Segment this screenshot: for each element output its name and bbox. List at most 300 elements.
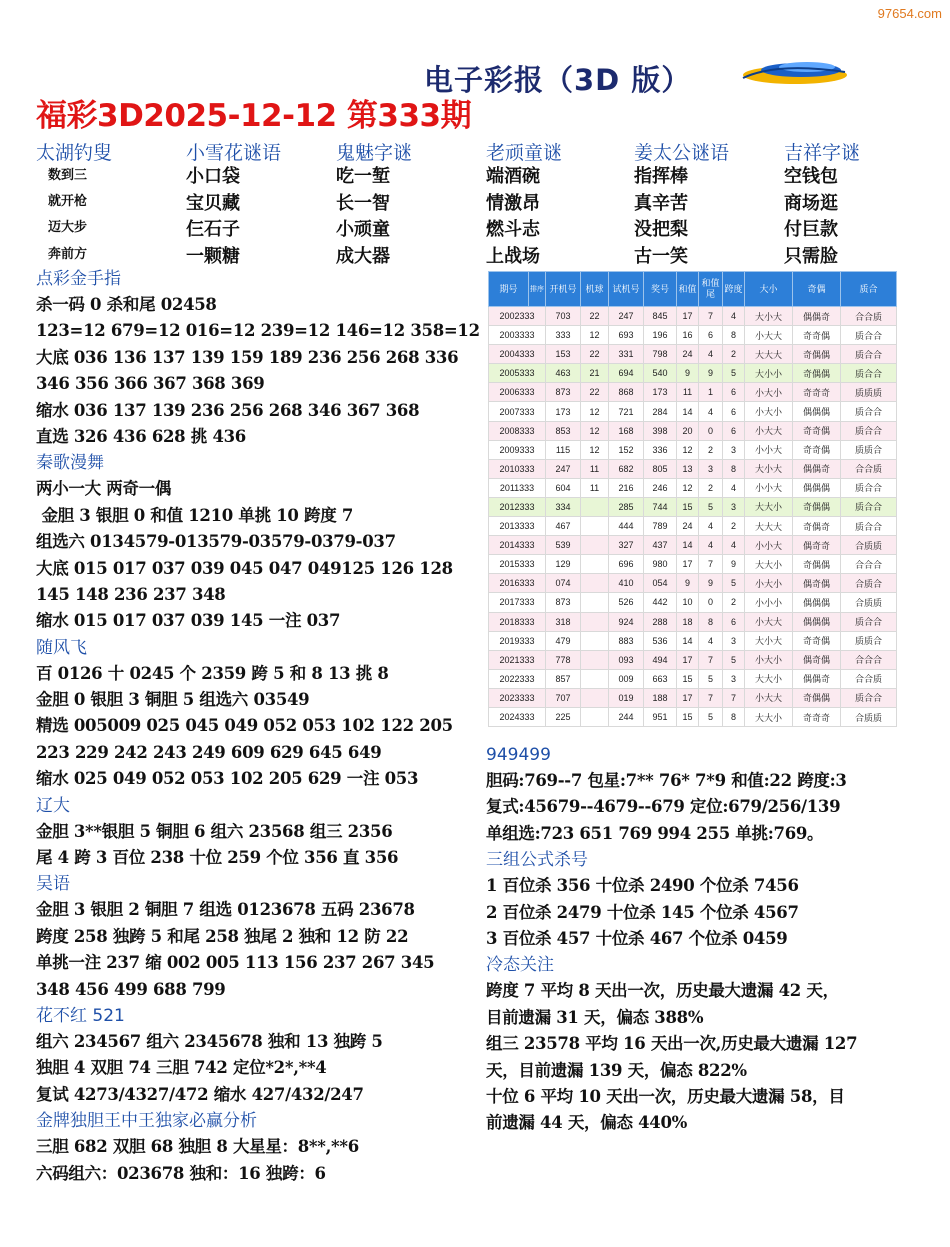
table-cell: 2015333 xyxy=(489,555,546,574)
riddle-item: 成大器 xyxy=(336,246,390,267)
table-cell: 奇偶偶 xyxy=(793,555,841,574)
table-cell: 7 xyxy=(699,688,723,707)
table-cell xyxy=(581,497,609,516)
table-cell: 17 xyxy=(677,555,699,574)
text-line: 跨度 7 平均 8 天出一次，历史最大遗漏 42 天， xyxy=(486,981,839,1001)
table-cell: 924 xyxy=(609,612,644,631)
table-cell: 2022333 xyxy=(489,669,546,688)
right-column xyxy=(486,742,926,1137)
section-heading: 三组公式杀号 xyxy=(486,850,588,871)
table-cell: 5 xyxy=(699,707,723,726)
table-cell: 3 xyxy=(699,459,723,478)
table-cell: 682 xyxy=(609,459,644,478)
table-cell: 小大大 xyxy=(745,421,793,440)
table-cell: 4 xyxy=(699,345,723,364)
table-cell: 2003333 xyxy=(489,326,546,345)
table-cell: 2016333 xyxy=(489,574,546,593)
column-header: 大小 xyxy=(745,272,793,307)
riddle-heading-4: 老顽童谜 xyxy=(486,142,563,164)
table-cell: 12 xyxy=(581,326,609,345)
table-cell: 2007333 xyxy=(489,402,546,421)
table-cell: 798 xyxy=(644,345,677,364)
table-cell: 奇偶偶 xyxy=(793,497,841,516)
column-header: 质合 xyxy=(841,272,897,307)
table-cell: 216 xyxy=(609,478,644,497)
table-cell: 663 xyxy=(644,669,677,688)
table-cell: 24 xyxy=(677,345,699,364)
table-cell: 285 xyxy=(609,497,644,516)
table-cell: 744 xyxy=(644,497,677,516)
column-header: 和值 xyxy=(677,272,699,307)
table-cell xyxy=(581,688,609,707)
table-row xyxy=(489,383,897,402)
table-cell: 质合合 xyxy=(841,497,897,516)
riddle-heading-3: 鬼魅字谜 xyxy=(336,142,413,164)
text-line: 三胆 682 双胆 68 独胆 8 大星星：8**,**6 xyxy=(36,1137,359,1157)
table-cell: 336 xyxy=(644,440,677,459)
table-cell: 115 xyxy=(546,440,581,459)
table-cell: 22 xyxy=(581,383,609,402)
table-cell: 24 xyxy=(677,517,699,536)
table-cell: 奇奇偶 xyxy=(793,631,841,650)
table-cell: 2013333 xyxy=(489,517,546,536)
riddle-item: 真辛苦 xyxy=(634,193,688,214)
table-cell: 质质合 xyxy=(841,440,897,459)
table-cell: 偶偶奇 xyxy=(793,307,841,326)
table-cell: 合质质 xyxy=(841,593,897,612)
table-cell: 大小大 xyxy=(745,307,793,326)
table-cell: 合合合 xyxy=(841,555,897,574)
table-cell: 7 xyxy=(699,555,723,574)
table-cell: 8 xyxy=(723,326,745,345)
table-cell: 偶奇偶 xyxy=(793,650,841,669)
table-cell: 6 xyxy=(723,383,745,402)
table-cell: 8 xyxy=(723,459,745,478)
riddle-item: 上战场 xyxy=(486,246,540,267)
riddle-heading-2: 小雪花谜语 xyxy=(186,142,282,164)
table-cell: 12 xyxy=(677,440,699,459)
table-cell: 小小小 xyxy=(745,593,793,612)
table-cell: 0 xyxy=(699,593,723,612)
table-cell: 980 xyxy=(644,555,677,574)
table-cell: 11 xyxy=(581,459,609,478)
column-header: 排序 xyxy=(529,272,546,307)
text-line: 复试 4273/4327/472 缩水 427/432/247 xyxy=(36,1084,364,1104)
table-row xyxy=(489,478,897,497)
header-title: 电子彩报（3D 版） xyxy=(424,63,692,97)
riddle-item: 奔前方 xyxy=(48,247,88,262)
table-cell: 153 xyxy=(546,345,581,364)
table-cell: 3 xyxy=(723,440,745,459)
table-cell: 大大小 xyxy=(745,707,793,726)
section-heading: 秦歌漫舞 xyxy=(36,453,104,474)
table-cell: 2021333 xyxy=(489,650,546,669)
table-cell: 偶偶偶 xyxy=(793,593,841,612)
riddle-item: 小口袋 xyxy=(186,166,240,187)
table-cell: 7 xyxy=(699,650,723,669)
text-line: 123=12 679=12 016=12 239=12 146=12 358=12 xyxy=(36,321,480,341)
table-cell: 398 xyxy=(644,421,677,440)
text-line: 346 356 366 367 368 369 xyxy=(36,374,265,394)
table-cell: 偶偶奇 xyxy=(793,459,841,478)
left-column xyxy=(36,266,480,1187)
table-row xyxy=(489,459,897,478)
table-cell: 5 xyxy=(723,574,745,593)
table-cell: 2002333 xyxy=(489,307,546,326)
logo-icon xyxy=(737,56,849,86)
table-cell: 5 xyxy=(699,669,723,688)
table-cell: 873 xyxy=(546,383,581,402)
riddle-item: 宝贝藏 xyxy=(186,193,240,214)
table-row xyxy=(489,440,897,459)
text-line: 单挑一注 237 缩 002 005 113 156 237 267 345 xyxy=(36,953,435,973)
table-cell: 9 xyxy=(699,364,723,383)
table-cell: 合合质 xyxy=(841,459,897,478)
table-cell: 693 xyxy=(609,326,644,345)
table-cell: 703 xyxy=(546,307,581,326)
riddle-heading-1: 太湖钓叟 xyxy=(36,142,113,164)
table-cell: 2 xyxy=(723,345,745,364)
riddle-item: 端酒碗 xyxy=(486,166,540,187)
table-cell: 偶偶偶 xyxy=(793,612,841,631)
table-cell: 4 xyxy=(723,478,745,497)
table-cell: 大小大 xyxy=(745,459,793,478)
table-cell: 857 xyxy=(546,669,581,688)
table-cell: 13 xyxy=(677,459,699,478)
table-cell: 偶偶偶 xyxy=(793,478,841,497)
table-cell xyxy=(581,536,609,555)
table-cell xyxy=(581,631,609,650)
table-cell: 019 xyxy=(609,688,644,707)
text-line: 跨度 258 独跨 5 和尾 258 独尾 2 独和 12 防 22 xyxy=(36,926,409,946)
table-cell: 479 xyxy=(546,631,581,650)
text-line: 金胆 3 银胆 0 和值 1210 单挑 10 跨度 7 xyxy=(36,505,354,525)
table-cell: 2017333 xyxy=(489,593,546,612)
table-cell xyxy=(581,707,609,726)
text-line: 组三 23578 平均 16 天出一次,历史最大遗漏 127 xyxy=(486,1034,858,1054)
table-cell: 247 xyxy=(546,459,581,478)
table-cell: 14 xyxy=(677,631,699,650)
table-cell: 2009333 xyxy=(489,440,546,459)
table-cell: 14 xyxy=(677,536,699,555)
text-line: 尾 4 跨 3 百位 238 十位 259 个位 356 直 356 xyxy=(36,848,399,868)
riddle-item: 情激昂 xyxy=(486,193,540,214)
table-cell: 873 xyxy=(546,593,581,612)
section-heading: 点彩金手指 xyxy=(36,269,121,289)
table-cell: 8 xyxy=(723,707,745,726)
table-row xyxy=(489,307,897,326)
text-line: 3 百位杀 457 十位杀 467 个位杀 0459 xyxy=(486,928,788,948)
table-cell: 12 xyxy=(581,421,609,440)
table-row xyxy=(489,650,897,669)
table-cell: 质合合 xyxy=(841,612,897,631)
table-cell: 6 xyxy=(699,326,723,345)
table-cell: 奇奇偶 xyxy=(793,440,841,459)
table-cell: 偶奇偶 xyxy=(793,574,841,593)
table-cell: 奇奇奇 xyxy=(793,383,841,402)
column-header: 期号 xyxy=(489,272,529,307)
table-cell: 小大小 xyxy=(745,574,793,593)
table-cell: 15 xyxy=(677,497,699,516)
table-row xyxy=(489,326,897,345)
table-cell: 奇偶奇 xyxy=(793,517,841,536)
section-heading: 冷态关注 xyxy=(486,955,554,976)
table-cell: 2023333 xyxy=(489,688,546,707)
table-cell: 质合合 xyxy=(841,402,897,421)
table-row xyxy=(489,669,897,688)
table-cell: 853 xyxy=(546,421,581,440)
table-cell: 246 xyxy=(644,478,677,497)
text-line: 大底 015 017 037 039 045 047 049125 126 128 xyxy=(36,558,453,578)
text-line: 单组选:723 651 769 994 255 单挑:769。 xyxy=(486,823,824,843)
table-cell: 合质合 xyxy=(841,574,897,593)
table-cell: 7 xyxy=(723,688,745,707)
table-cell: 247 xyxy=(609,307,644,326)
table-cell: 437 xyxy=(644,536,677,555)
table-cell: 质合合 xyxy=(841,421,897,440)
table-row xyxy=(489,402,897,421)
table-cell: 3 xyxy=(723,669,745,688)
page-title: 福彩3D2025-12-12 第333期 xyxy=(36,98,472,134)
table-cell: 质质合 xyxy=(841,631,897,650)
table-cell: 789 xyxy=(644,517,677,536)
table-cell xyxy=(581,612,609,631)
table-cell: 14 xyxy=(677,402,699,421)
riddle-item: 空钱包 xyxy=(784,166,838,187)
column-header: 和值尾 xyxy=(699,272,723,307)
table-cell: 合合质 xyxy=(841,669,897,688)
table-cell: 质合合 xyxy=(841,688,897,707)
text-line: 1 百位杀 356 十位杀 2490 个位杀 7456 xyxy=(486,876,799,896)
text-line: 组选六 0134579-013579-03579-0379-037 xyxy=(36,532,396,552)
table-cell: 1 xyxy=(699,383,723,402)
table-cell: 2012333 xyxy=(489,497,546,516)
table-cell: 6 xyxy=(723,612,745,631)
text-line: 前遗漏 44 天，偏态 440% xyxy=(486,1113,688,1133)
table-cell: 合质质 xyxy=(841,536,897,555)
text-line: 348 456 499 688 799 xyxy=(36,979,226,999)
table-cell: 15 xyxy=(677,669,699,688)
table-cell: 604 xyxy=(546,478,581,497)
table-cell: 2010333 xyxy=(489,459,546,478)
text-line: 六码组六：023678 独和：16 独跨：6 xyxy=(36,1163,326,1183)
table-cell: 536 xyxy=(644,631,677,650)
text-line: 独胆 4 双胆 74 三胆 742 定位*2*,**4 xyxy=(36,1058,327,1078)
table-cell xyxy=(581,517,609,536)
table-cell xyxy=(581,593,609,612)
table-row xyxy=(489,517,897,536)
table-cell: 大大小 xyxy=(745,497,793,516)
table-cell: 9 xyxy=(677,574,699,593)
column-header: 奖号 xyxy=(644,272,677,307)
riddle-item: 古一笑 xyxy=(634,246,688,267)
table-cell: 18 xyxy=(677,612,699,631)
section-heading: 辽大 xyxy=(36,795,70,816)
table-cell: 小大大 xyxy=(745,326,793,345)
table-cell: 4 xyxy=(723,536,745,555)
table-cell: 225 xyxy=(546,707,581,726)
table-cell: 318 xyxy=(546,612,581,631)
section-heading: 吴语 xyxy=(36,874,70,895)
table-cell: 奇偶偶 xyxy=(793,364,841,383)
table-cell: 质质质 xyxy=(841,383,897,402)
table-cell: 合合合 xyxy=(841,650,897,669)
table-cell: 小大小 xyxy=(745,383,793,402)
text-line: 2 百位杀 2479 十位杀 145 个位杀 4567 xyxy=(486,902,799,922)
table-cell: 合合质 xyxy=(841,307,897,326)
table-cell: 22 xyxy=(581,307,609,326)
table-cell: 2 xyxy=(723,517,745,536)
text-line: 金胆 0 银胆 3 铜胆 5 组选六 03549 xyxy=(36,690,310,710)
section-heading: 随风飞 xyxy=(36,637,87,658)
section-heading: 花不红 521 xyxy=(36,1005,125,1026)
table-cell: 大大大 xyxy=(745,517,793,536)
table-cell: 331 xyxy=(609,345,644,364)
table-row xyxy=(489,574,897,593)
table-cell: 小小大 xyxy=(745,478,793,497)
riddle-item: 付巨款 xyxy=(784,219,838,240)
riddle-heading-6: 吉祥字谜 xyxy=(784,142,861,164)
text-line: 杀一码 0 杀和尾 02458 xyxy=(36,295,217,314)
table-cell: 奇奇偶 xyxy=(793,421,841,440)
table-cell: 2014333 xyxy=(489,536,546,555)
text-line: 十位 6 平均 10 天出一次，历史最大遗漏 58，目 xyxy=(486,1086,845,1106)
table-cell: 大大小 xyxy=(745,555,793,574)
table-cell: 奇奇偶 xyxy=(793,326,841,345)
table-cell: 196 xyxy=(644,326,677,345)
table-cell: 5 xyxy=(699,497,723,516)
riddle-item: 小顽童 xyxy=(336,219,390,240)
riddle-item: 迈大步 xyxy=(48,220,88,235)
table-cell: 小大小 xyxy=(745,650,793,669)
table-cell: 12 xyxy=(581,440,609,459)
table-cell: 2005333 xyxy=(489,364,546,383)
table-cell: 4 xyxy=(699,631,723,650)
table-cell: 334 xyxy=(546,497,581,516)
table-cell: 大大大 xyxy=(745,345,793,364)
table-cell: 129 xyxy=(546,555,581,574)
table-cell: 小小大 xyxy=(745,440,793,459)
column-header: 开机号 xyxy=(546,272,581,307)
table-cell: 054 xyxy=(644,574,677,593)
text-line: 缩水 025 049 052 053 102 205 629 一注 053 xyxy=(36,769,419,789)
table-cell: 4 xyxy=(699,517,723,536)
table-cell: 333 xyxy=(546,326,581,345)
text-line: 目前遗漏 31 天，偏态 388% xyxy=(486,1007,704,1027)
riddle-item: 就开枪 xyxy=(48,194,88,209)
riddle-item: 一颗糖 xyxy=(186,246,240,267)
riddle-item: 长一智 xyxy=(336,193,390,214)
table-body xyxy=(489,307,897,727)
table-cell xyxy=(581,555,609,574)
table-cell: 质合合 xyxy=(841,517,897,536)
table-cell: 小大小 xyxy=(745,402,793,421)
table-cell: 173 xyxy=(546,402,581,421)
table-row xyxy=(489,345,897,364)
table-cell: 442 xyxy=(644,593,677,612)
table-cell: 444 xyxy=(609,517,644,536)
text-line: 复式:45679--4679--679 定位:679/256/139 xyxy=(486,797,841,817)
table-cell: 11 xyxy=(581,478,609,497)
column-header: 跨度 xyxy=(723,272,745,307)
column-header: 奇偶 xyxy=(793,272,841,307)
table-cell: 3 xyxy=(723,631,745,650)
table-cell: 8 xyxy=(699,612,723,631)
table-cell: 5 xyxy=(723,650,745,669)
table-cell: 质合合 xyxy=(841,345,897,364)
table-row xyxy=(489,421,897,440)
table-cell: 152 xyxy=(609,440,644,459)
column-header: 试机号 xyxy=(609,272,644,307)
riddle-item: 没把梨 xyxy=(634,219,688,240)
table-cell: 质合合 xyxy=(841,326,897,345)
section-heading: 金牌独胆王中王独家必赢分析 xyxy=(36,1111,257,1132)
site-badge: 97654.com xyxy=(877,6,942,21)
table-cell: 大大小 xyxy=(745,669,793,688)
table-cell: 12 xyxy=(581,402,609,421)
table-cell: 偶偶偶 xyxy=(793,402,841,421)
table-cell: 4 xyxy=(699,536,723,555)
table-cell: 284 xyxy=(644,402,677,421)
table-row xyxy=(489,364,897,383)
table-cell: 539 xyxy=(546,536,581,555)
table-cell: 0 xyxy=(699,421,723,440)
table-cell: 奇偶偶 xyxy=(793,345,841,364)
table-cell: 17 xyxy=(677,307,699,326)
table-cell: 093 xyxy=(609,650,644,669)
table-cell: 9 xyxy=(677,364,699,383)
riddle-item: 吃一堑 xyxy=(336,166,390,187)
riddle-item: 商场逛 xyxy=(784,193,838,214)
table-row xyxy=(489,631,897,650)
table-cell: 2019333 xyxy=(489,631,546,650)
text-line: 大底 036 136 137 139 159 189 236 256 268 336 xyxy=(36,347,459,367)
table-cell: 10 xyxy=(677,593,699,612)
table-cell: 2 xyxy=(699,478,723,497)
table-cell: 22 xyxy=(581,345,609,364)
text-line: 胆码:769--7 包星:7** 76* 7*9 和值:22 跨度:3 xyxy=(486,771,847,790)
table-cell: 合质质 xyxy=(841,707,897,726)
table-cell: 778 xyxy=(546,650,581,669)
table-row xyxy=(489,536,897,555)
text-line: 百 0126 十 0245 个 2359 跨 5 和 8 13 挑 8 xyxy=(36,663,389,683)
table-cell: 偶偶奇 xyxy=(793,669,841,688)
text-line: 145 148 236 237 348 xyxy=(36,584,226,604)
text-line: 金胆 3 银胆 2 铜胆 7 组选 0123678 五码 23678 xyxy=(36,900,415,920)
table-cell: 009 xyxy=(609,669,644,688)
table-cell: 2008333 xyxy=(489,421,546,440)
table-cell: 951 xyxy=(644,707,677,726)
section-heading: 949499 xyxy=(486,745,551,765)
table-cell: 7 xyxy=(699,307,723,326)
table-cell: 3 xyxy=(723,497,745,516)
table-cell: 868 xyxy=(609,383,644,402)
table-cell: 526 xyxy=(609,593,644,612)
table-cell: 6 xyxy=(723,421,745,440)
history-table xyxy=(488,271,896,728)
table-cell: 805 xyxy=(644,459,677,478)
table-cell: 5 xyxy=(723,364,745,383)
riddle-item: 指挥棒 xyxy=(634,166,688,187)
text-line: 精选 005009 025 045 049 052 053 102 122 205 xyxy=(36,716,453,736)
table-cell: 小大大 xyxy=(745,688,793,707)
table-cell: 大小小 xyxy=(745,364,793,383)
table-row xyxy=(489,612,897,631)
table-cell: 2006333 xyxy=(489,383,546,402)
table-cell: 6 xyxy=(723,402,745,421)
table-cell xyxy=(581,650,609,669)
table-cell: 偶奇奇 xyxy=(793,536,841,555)
